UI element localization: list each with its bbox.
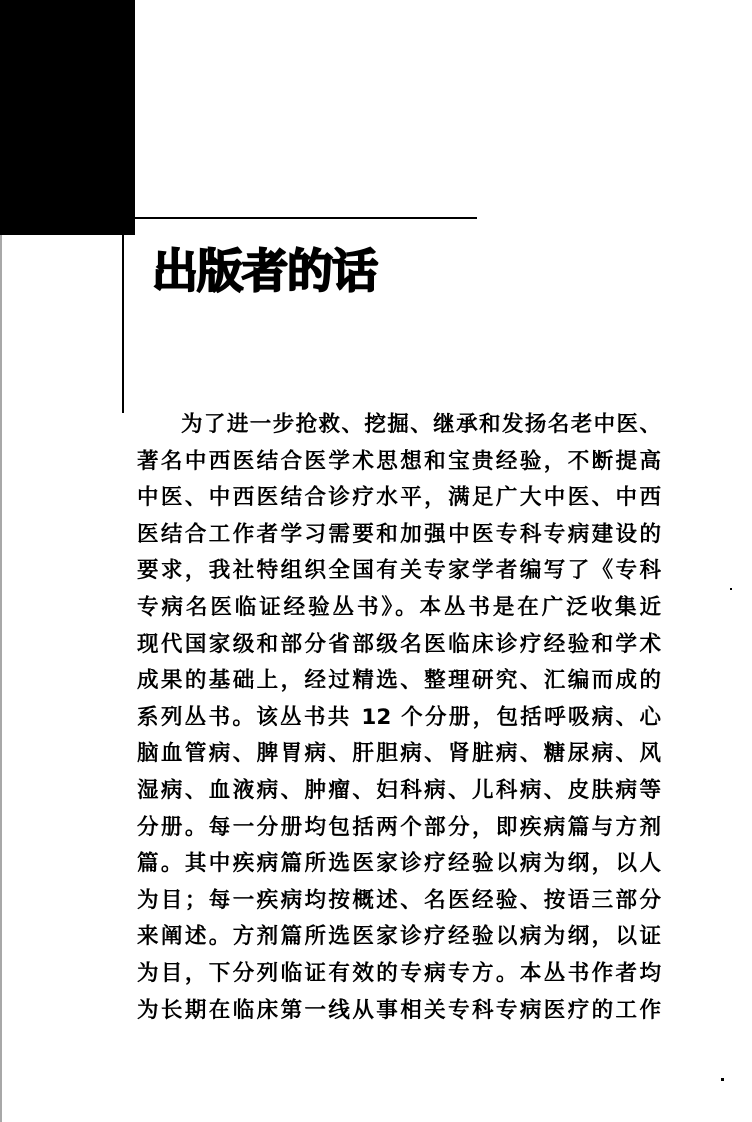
page-title: 出版者的话 bbox=[152, 244, 377, 298]
body-paragraph bbox=[137, 407, 661, 1029]
text-line: 脑血管病、脾胃病、肝胆病、肾脏病、糖尿病、风 bbox=[137, 741, 661, 767]
scan-speck bbox=[721, 1078, 724, 1081]
text-line: 专病名医临证经验丛书》。本丛书是在广泛收集近 bbox=[137, 594, 661, 620]
text-line: 分册。每一分册均包括两个部分，即疾病篇与方剂 bbox=[137, 814, 661, 840]
text-line: 为了进一步抢救、挖掘、继承和发扬名老中医、 bbox=[181, 412, 661, 437]
text-line: 为目；每一疾病均按概述、名医经验、按语三部分 bbox=[137, 887, 661, 913]
text-line: 要求，我社特组织全国有关专家学者编写了《专科 bbox=[137, 558, 661, 584]
text-line: 为目，下分列临证有效的专病专方。本丛书作者均 bbox=[137, 960, 661, 986]
text-line: 中医、中西医结合诊疗水平，满足广大中医、中西 bbox=[137, 485, 661, 511]
text-line: 著名中西医结合医学术思想和宝贵经验，不断提高 bbox=[137, 448, 661, 474]
text-line: 为长期在临床第一线从事相关专科专病医疗的工作 bbox=[137, 997, 661, 1023]
text-line: 成果的基础上，经过精选、整理研究、汇编而成的 bbox=[137, 668, 661, 694]
text-line: 篇。其中疾病篇所选医家诊疗经验以病为纲，以人 bbox=[137, 851, 661, 877]
text-line: 来阐述。方剂篇所选医家诊疗经验以病为纲，以证 bbox=[137, 924, 661, 950]
decorative-black-block bbox=[0, 0, 135, 235]
title-top-rule bbox=[133, 217, 477, 219]
text-line: 湿病、血液病、肿瘤、妇科病、儿科病、皮肤病等 bbox=[137, 777, 661, 803]
text-line: 医结合工作者学习需要和加强中医专科专病建设的 bbox=[137, 521, 661, 547]
scan-speck bbox=[730, 588, 732, 590]
text-line: 现代国家级和部分省部级名医临床诊疗经验和学术 bbox=[137, 631, 661, 657]
text-line: 系列丛书。该丛书共 12 个分册，包括呼吸病、心 bbox=[137, 704, 661, 730]
title-side-rule bbox=[122, 235, 124, 413]
